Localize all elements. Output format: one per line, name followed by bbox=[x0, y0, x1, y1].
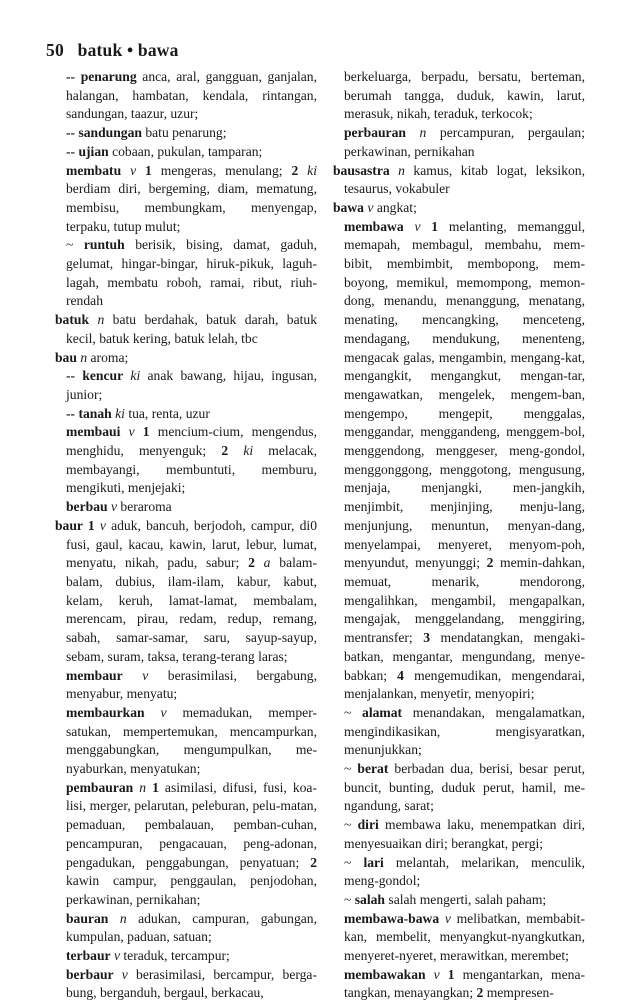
sub-entry: terbaur v teraduk, tercampur; bbox=[66, 948, 230, 964]
sub-entry: ~ runtuh berisik, bising, damat, gaduh, gelumat, hingar-bingar, hiruk-pikuk, laguh-lagah, membatu roboh, ramai, ribut, riuh-rendah bbox=[66, 237, 317, 309]
sub-entry: membawakan v 1 mengantarkan, mena-tangkan, menayangkan; 2 mempresen- bbox=[344, 966, 586, 1001]
headword-entry: bau n aroma; bbox=[55, 349, 129, 365]
sub-entry: membatu v 1 mengeras, menulang; 2 ki berdiam diri, bergeming, diam, mematung, membisu, membungkam, menyengap, terpaku, tutup mulut; bbox=[66, 162, 317, 234]
sub-entry: berbau v beraroma bbox=[66, 499, 172, 515]
sub-entry: -- kencur ki anak bawang, hijau, ingusan, junior; bbox=[66, 368, 317, 402]
page-number: 50 bbox=[46, 40, 64, 60]
sub-entry: berbaur v berasimilasi, bercampur, berga-bung, berganduh, bergaul, berkacau, bbox=[66, 966, 317, 1001]
sub-entry: membawa-bawa v melibatkan, membabit-kan, membelit, menyangkut-nyangkutkan, menyeret-nyeret, merawitkan, merembet; bbox=[344, 910, 585, 964]
sub-entry: -- ujian cobaan, pukulan, tamparan; bbox=[66, 143, 263, 159]
sub-entry: -- tanah ki tua, renta, uzur bbox=[66, 405, 210, 421]
headword-entry: bawa v angkat; bbox=[333, 199, 417, 215]
headword-entry: batuk n batu berdahak, batuk darah, batuk kecil, batuk kering, batuk lelah, tbc bbox=[55, 312, 317, 346]
sub-entry: ~ alamat menandakan, mengalamatkan, mengindikasikan, mengisyaratkan, menunjukkan; bbox=[344, 704, 585, 758]
sub-entry: pembauran n 1 asimilasi, difusi, fusi, koa-lisi, merger, pelarutan, peleburan, pelu-matan, pemaduan, pembalauan, pemban-cuhan, pencampuran, pengacauan, peng-adonan, pengadukan, penggabungan, penyatuan; 2 kawin campur, penggaulan, penjodohan, perkawinan, pernikahan; bbox=[66, 779, 317, 907]
sub-entry: perbauran n percampuran, pergaulan; perkawinan, pernikahan bbox=[344, 125, 585, 159]
sub-entry: membaur v berasimilasi, bergabung, menyabur, menyatu; bbox=[66, 667, 317, 702]
guide-word-first: batuk bbox=[77, 40, 123, 60]
sub-entry: berkeluarga, berpadu, bersatu, berteman, berumah tangga, duduk, kawin, larut, merasuk, nikah, teraduk, terkocok; bbox=[344, 69, 585, 122]
right-column bbox=[333, 68, 585, 1003]
guide-bullet: • bbox=[127, 40, 134, 60]
sub-entry: membaui v 1 mencium-cium, mengendus, menghidu, menyenguk; 2 ki melacak, membayangi, membuntuti, memburu, mengikuti, menjejaki; bbox=[66, 424, 317, 496]
sub-entry: membawa v 1 melanting, memanggul, memapah, membagul, membahu, mem-bibit, membimbit, membopong, mem-boyong, memikul, memompong, memon-dong, menandu, menanggung, menatang, menating, mencangking, menceteng, mendagang, mendukung, menenteng, mengacak galas, mengambin, mengang-kat, mengangkit, mengangkut, mengan-tar, mengawatkan, mengelek, mengem-ban, mengempo, mengepit, menggalas, menggandar, menggandeng, menggem-bol, menggendong, menggeser, meng-gondol, menggonggong, menggotong, mengusung, menjaja, menjangki, men-jangkih, menjimbit, menjinjing, menju-lang, menjunjung, menuntun, menyan-dang, menyelampai, menyeret, menyom-poh, menyundut, menyunggi; 2 memin-dahkan, memuat, menarik, mendorong, mengalihkan, mengambil, mengapalkan, mengajak, menggelandang, menggiring, mentransfer; 3 mendatangkan, mengaki-batkan, mengantar, mengundang, menye-babkan; 4 mengemudikan, mengendarai, menjalankan, menyetir, menyopiri; bbox=[344, 218, 586, 702]
sub-entry: ~ salah salah mengerti, salah paham; bbox=[344, 891, 547, 907]
headword-entry: bausastra n kamus, kitab logat, leksikon, tesaurus, vokabuler bbox=[333, 162, 585, 197]
running-head bbox=[46, 40, 179, 61]
sub-entry: ~ lari melantah, melarikan, menculik, meng-gondol; bbox=[344, 854, 585, 889]
left-column bbox=[55, 68, 317, 1003]
sub-entry: membaurkan v memadukan, memper-satukan, mempertemukan, mencampurkan, menggabungkan, mengumpulkan, me-nyaburkan, menyatukan; bbox=[66, 704, 317, 777]
sub-entry: ~ berat berbadan dua, berisi, besar perut, buncit, bunting, duduk perut, hamil, me-ngandung, sarat; bbox=[344, 761, 585, 814]
headword-entry: baur 1 v aduk, bancuh, berjodoh, campur, di0 fusi, gaul, kacau, kawin, larut, lebur, lumat, menyatu, nikah, padu, sabur; 2 a balam-balam, dubius, ilam-ilam, kabur, kabut, kelam, keruh, lamat-lamat, membalam, merencam, pirau, redam, redup, remang, sabah, samar-samar, saru, sayup-sayup, sebam, suram, taksa, terang-terang laras; bbox=[55, 517, 318, 664]
guide-word-last: bawa bbox=[137, 40, 179, 60]
sub-entry: -- sandungan batu penarung; bbox=[66, 125, 227, 141]
sub-entry: -- penarung anca, aral, gangguan, ganjalan, halangan, hambatan, kendala, rintangan, sandungan, taazur, uzur; bbox=[66, 69, 317, 122]
sub-entry: bauran n adukan, campuran, gabungan, kumpulan, paduan, satuan; bbox=[66, 910, 317, 945]
sub-entry: ~ diri membawa laku, menempatkan diri, menyesuaikan diri; berangkat, pergi; bbox=[344, 817, 585, 851]
